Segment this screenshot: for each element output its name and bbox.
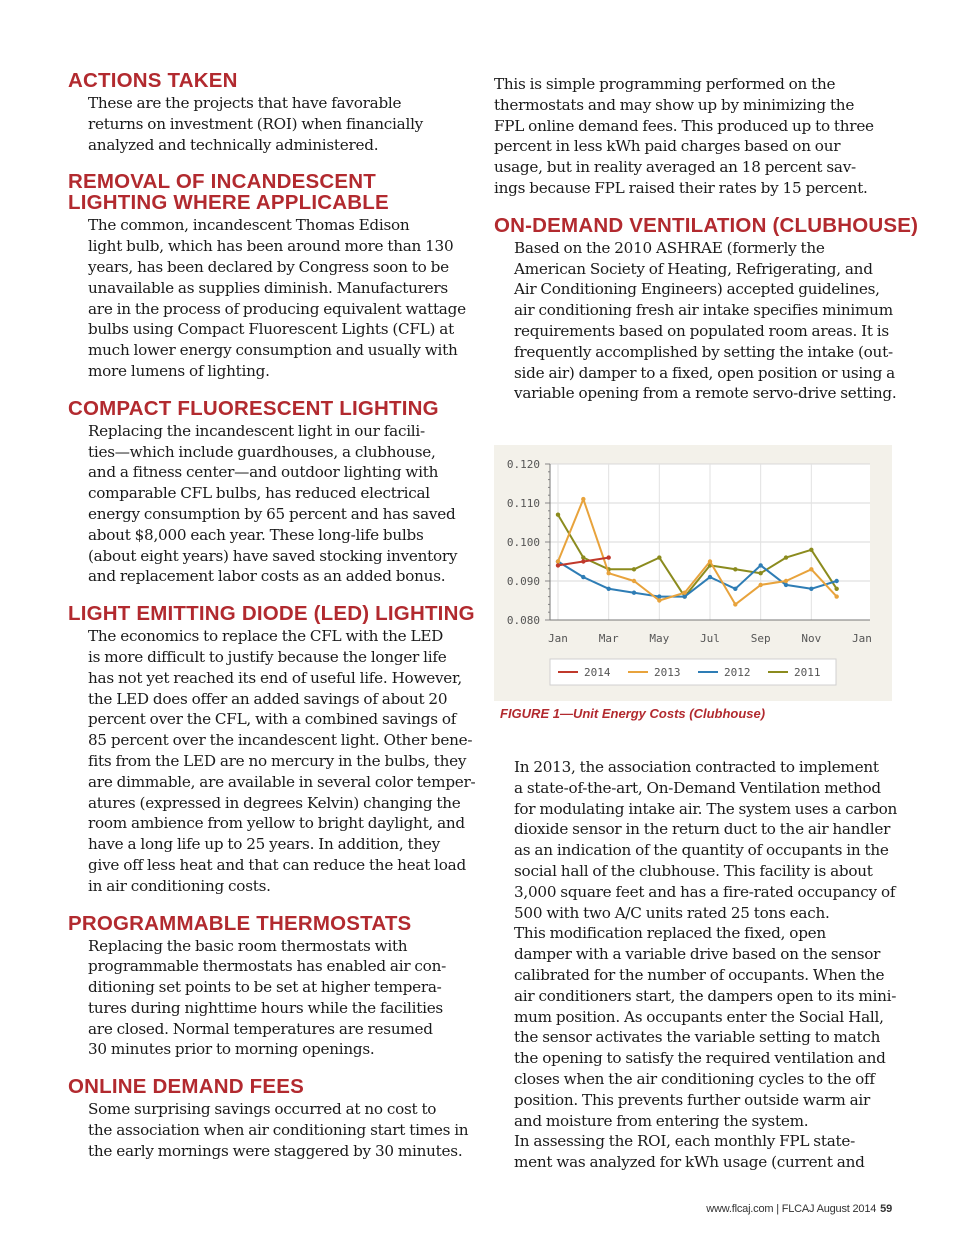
data-point-2013 [581, 497, 585, 501]
section-heading [494, 213, 919, 237]
continued-paragraph [494, 74, 874, 199]
text-line: thermostats and may show up by minimizing the [494, 95, 855, 114]
body-paragraph [494, 923, 897, 1131]
data-point-2011 [758, 571, 762, 575]
text-line: much lower energy consumption and usually with [88, 341, 458, 360]
text-line: usage, but in reality averaged an 18 percent sav- [494, 158, 856, 177]
x-tick-label: May [649, 632, 670, 645]
data-point-2012 [784, 583, 788, 587]
text-line: the opening to satisfy the required ventilation and [514, 1049, 886, 1068]
data-point-2012 [733, 587, 737, 591]
body-paragraph [68, 936, 446, 1061]
text-line: air conditioners start, the dampers open to its mini- [514, 986, 897, 1005]
heading-line: COMPACT FLUORESCENT LIGHTING [68, 396, 439, 420]
heading-line: REMOVAL OF INCANDESCENT [68, 170, 376, 194]
line-chart [494, 445, 892, 701]
x-tick-label: Jan [852, 632, 872, 645]
text-line: air conditioning fresh air intake specifies minimum [514, 301, 893, 320]
data-point-2011 [809, 548, 813, 552]
x-tick-label: Mar [598, 632, 619, 645]
data-point-2012 [632, 591, 636, 595]
data-point-2014 [556, 563, 560, 567]
data-point-2013 [606, 571, 610, 575]
data-point-2013 [657, 598, 661, 602]
text-line: Replacing the basic room thermostats with [88, 936, 408, 955]
text-line: more lumens of lighting. [88, 361, 270, 380]
left-column [68, 69, 476, 1162]
data-point-2013 [784, 579, 788, 583]
data-point-2013 [758, 583, 762, 587]
data-point-2014 [606, 555, 610, 559]
section-heading [68, 1076, 440, 1097]
text-line: percent in less kWh paid charges based on our [494, 137, 841, 156]
legend-label-2014: 2014 [584, 666, 611, 679]
heading-line: PROGRAMMABLE THERMOSTATS [68, 911, 412, 935]
x-tick-label: Jan [548, 632, 568, 645]
text-line: ditioning set points to be set at higher tempera- [88, 978, 442, 997]
section-heading [68, 398, 440, 419]
text-line: Replacing the incandescent light in our facili- [88, 421, 425, 440]
heading-line: ACTIONS TAKEN [68, 69, 238, 92]
text-line: ings because FPL raised their rates by 15 percent. [494, 178, 868, 197]
text-line: closes when the air conditioning cycles to the off [514, 1069, 875, 1088]
text-line: Some surprising savings occurred at no cost to [88, 1100, 437, 1119]
data-point-2011 [733, 567, 737, 571]
footer-text: www.flcaj.com | FLCAJ August 2014 [706, 1203, 877, 1215]
data-point-2013 [632, 579, 636, 583]
text-line: in air conditioning costs. [88, 876, 271, 895]
data-point-2011 [657, 555, 661, 559]
y-tick-label: 0.080 [506, 614, 540, 627]
text-line: 85 percent over the incandescent light. Other bene- [88, 731, 473, 750]
text-line: calibrated for the number of occupants. When the [514, 965, 885, 984]
x-tick-label: Sep [750, 632, 771, 645]
text-line: These are the projects that have favorable [88, 94, 402, 112]
data-point-2013 [708, 559, 712, 563]
text-line: In 2013, the association contracted to implement [514, 758, 879, 776]
y-tick-label: 0.110 [506, 497, 540, 510]
text-line: is more difficult to justify because the longer life [88, 647, 447, 666]
text-line: and a fitness center—and outdoor lighting with [88, 463, 439, 482]
data-point-2012 [606, 587, 610, 591]
figure-caption: FIGURE 1—Unit Energy Costs (Clubhouse) [500, 706, 766, 721]
text-line: years, has been declared by Congress soon to be [88, 257, 449, 276]
text-line: light bulb, which has been around more than 130 [88, 237, 454, 256]
section-heading [68, 70, 440, 91]
text-line: 500 with two A/C units rated 25 tons each. [514, 903, 830, 922]
body-paragraph [68, 421, 458, 587]
data-point-2013 [809, 567, 813, 571]
legend-label-2013: 2013 [654, 666, 681, 679]
data-point-2012 [834, 579, 838, 583]
y-tick-label: 0.090 [506, 575, 540, 588]
data-point-2014 [581, 559, 585, 563]
text-line: the LED does offer an added savings of about 20 [88, 689, 448, 708]
data-point-2011 [784, 555, 788, 559]
text-line: a state-of-the-art, On-Demand Ventilation method [514, 778, 881, 797]
x-tick-label: Nov [801, 632, 822, 645]
text-line: In assessing the ROI, each monthly FPL state- [514, 1132, 855, 1151]
text-line: variable opening from a remote servo-drive setting. [514, 384, 897, 403]
text-line: 3,000 square feet and has a fire-rated occupancy of [514, 882, 896, 901]
text-line: ties—which include guardhouses, a clubhouse, [88, 442, 436, 461]
text-line: side air) damper to a fixed, open position or using a [514, 363, 895, 382]
body-paragraph [68, 215, 466, 381]
y-tick-label: 0.120 [506, 458, 540, 471]
text-line: are closed. Normal temperatures are resumed [88, 1019, 433, 1038]
data-point-2012 [708, 575, 712, 579]
data-point-2012 [758, 563, 762, 567]
heading-line: ONLINE DEMAND FEES [68, 1075, 304, 1099]
text-line: unavailable as supplies diminish. Manufacturers [88, 278, 448, 297]
text-line: position. This prevents further outside warm air [514, 1090, 871, 1109]
text-line: dioxide sensor in the return duct to the air handler [514, 820, 891, 839]
text-line: returns on investment (ROI) when financially [88, 114, 424, 133]
data-point-2011 [632, 567, 636, 571]
data-point-2013 [733, 602, 737, 606]
body-paragraph [68, 93, 440, 155]
data-point-2011 [581, 555, 585, 559]
text-line: atures (expressed in degrees Kelvin) changing the [88, 793, 461, 812]
text-line: percent over the CFL, with a combined savings of [88, 710, 457, 729]
text-line: and replacement labor costs as an added bonus. [88, 567, 446, 586]
right-column-bottom [494, 757, 898, 1173]
text-line: bulbs using Compact Fluorescent Lights (CFL) at [88, 320, 454, 339]
text-line: have a long life up to 25 years. In addition, they [88, 835, 440, 854]
text-line: damper with a variable drive based on the sensor [514, 945, 881, 964]
text-line: programmable thermostats has enabled air con- [88, 957, 446, 976]
text-line: 30 minutes prior to morning openings. [88, 1040, 375, 1059]
text-line: The common, incandescent Thomas Edison [88, 216, 410, 235]
legend-label-2012: 2012 [724, 666, 751, 679]
text-line: American Society of Heating, Refrigerating, and [514, 259, 873, 278]
text-line: are dimmable, are available in several color temper- [88, 772, 476, 791]
text-line: Air Conditioning Engineers) accepted guidelines, [514, 280, 880, 299]
data-point-2013 [556, 559, 560, 563]
text-line: tures during nighttime hours while the facilities [88, 998, 443, 1017]
text-line: social hall of the clubhouse. This facility is about [514, 861, 873, 880]
text-line: are in the process of producing equivalent wattage [88, 299, 466, 318]
text-line: has not yet reached its end of useful life. However, [88, 668, 462, 687]
section-heading [68, 913, 440, 934]
page-number: 59 [880, 1203, 892, 1215]
text-line: The economics to replace the CFL with the LED [88, 627, 444, 646]
text-line: This is simple programming performed on the [494, 75, 836, 93]
data-point-2013 [682, 591, 686, 595]
text-line: give off less heat and that can reduce the heat load [88, 855, 466, 874]
text-line: about $8,000 each year. These long-life bulbs [88, 525, 424, 544]
data-point-2012 [809, 587, 813, 591]
data-point-2012 [581, 575, 585, 579]
body-paragraph [494, 757, 898, 923]
text-line: as an indication of the quantity of occupants in the [514, 841, 889, 860]
text-line: frequently accomplished by setting the intake (out- [514, 342, 893, 361]
text-line: for modulating intake air. The system uses a carbon [514, 799, 898, 818]
text-line: comparable CFL bulbs, has reduced electrical [88, 484, 430, 503]
section-heading [68, 171, 440, 213]
heading-line: LIGHT EMITTING DIODE (LED) LIGHTING [68, 602, 475, 626]
y-tick-label: 0.100 [506, 536, 540, 549]
text-line: mum position. As occupants enter the Social Hall, [514, 1007, 884, 1026]
section-heading [68, 602, 475, 626]
text-line: (about eight years) have saved stocking inventory [88, 546, 458, 565]
text-line: fits from the LED are no mercury in the bulbs, they [88, 751, 467, 770]
text-line: analyzed and technically administered. [88, 135, 379, 154]
data-point-2012 [682, 594, 686, 598]
data-point-2011 [834, 587, 838, 591]
body-paragraph [494, 238, 897, 404]
text-line: the early mornings were staggered by 30 minutes. [88, 1141, 463, 1160]
data-point-2011 [556, 513, 560, 517]
text-line: and moisture from entering the system. [514, 1111, 809, 1130]
text-line: Based on the 2010 ASHRAE (formerly the [514, 238, 825, 257]
text-line: This modification replaced the fixed, open [514, 924, 826, 943]
body-paragraph [68, 1099, 469, 1161]
text-line: ment was analyzed for kWh usage (current and [514, 1153, 865, 1172]
text-line: the sensor activates the variable setting to match [514, 1028, 881, 1047]
text-line: the association when air conditioning start times in [88, 1121, 469, 1140]
text-line: FPL online demand fees. This produced up to three [494, 116, 874, 135]
x-tick-label: Jul [700, 632, 720, 645]
heading-line: ON-DEMAND VENTILATION (CLUBHOUSE) [494, 213, 919, 237]
body-paragraph [68, 626, 476, 896]
text-line: requirements based on populated room areas. It is [514, 321, 889, 340]
figure-1-chart [494, 445, 892, 701]
heading-line: LIGHTING WHERE APPLICABLE [68, 191, 389, 215]
right-column-top [494, 70, 919, 404]
body-paragraph [494, 1131, 866, 1173]
data-point-2013 [834, 594, 838, 598]
page-footer [706, 1203, 892, 1215]
text-line: energy consumption by 65 percent and has saved [88, 504, 456, 523]
legend-label-2011: 2011 [794, 666, 821, 679]
text-line: room ambience from yellow to bright daylight, and [88, 814, 465, 833]
